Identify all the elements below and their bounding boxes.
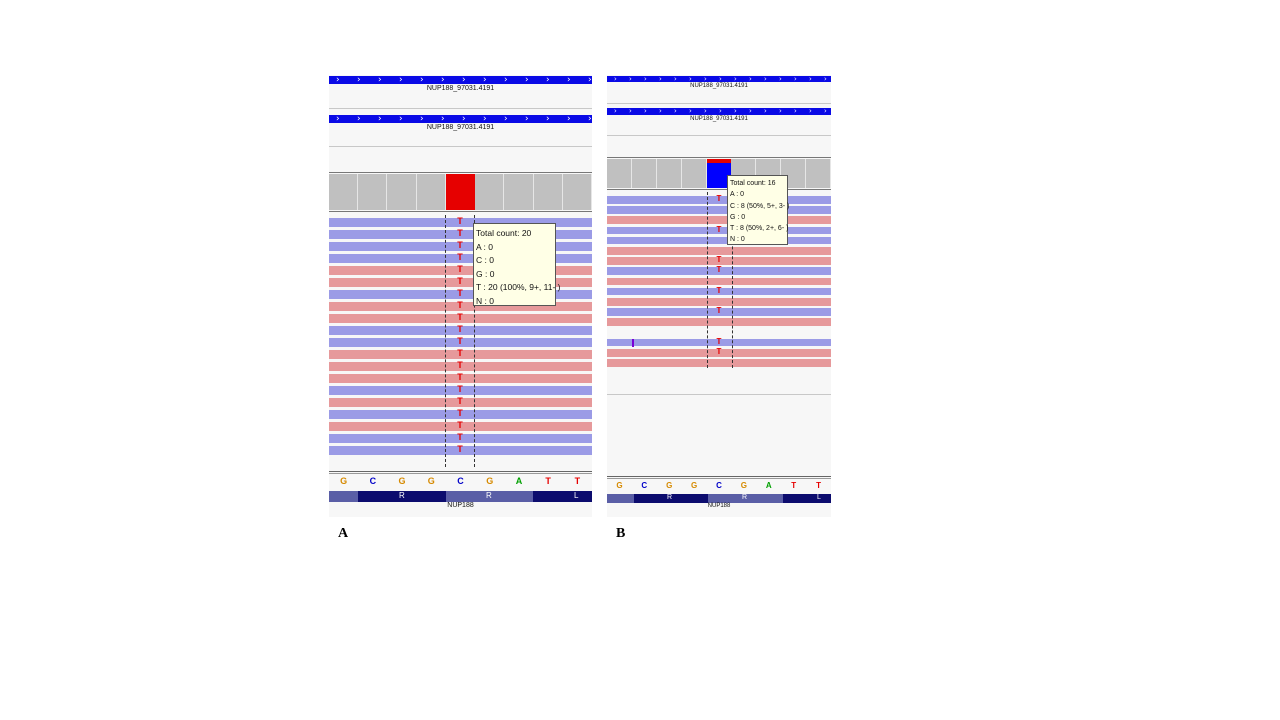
mismatch-base: T [457,264,463,274]
reference-base: A [515,476,523,486]
strand-arrow-icon: › [704,107,707,115]
strand-arrow-icon: › [779,75,782,83]
track-separator [607,135,831,136]
strand-arrow-icon: › [441,75,445,85]
mismatch-base: T [716,336,722,346]
mismatch-base: T [457,444,463,454]
exon-segment [329,491,358,502]
strand-arrow-icon: › [567,75,571,85]
strand-arrow-icon: › [378,114,382,124]
gene-name: NUP188 [707,503,731,509]
track-bar-2[interactable] [329,115,592,123]
track-name-1: NUP188_97031.4191 [690,83,748,89]
coverage-bar[interactable] [358,174,387,210]
coverage-bar[interactable] [682,159,707,188]
strand-arrow-icon: › [567,114,571,124]
tooltip-g: G : 0 [476,268,495,279]
strand-arrow-icon: › [336,75,340,85]
mismatch-base: T [716,194,722,203]
mismatch-base: T [457,312,463,322]
strand-arrow-icon: › [462,75,466,85]
reads-bottom-border [607,394,831,395]
amino-acid-label: L [574,491,579,500]
strand-arrow-icon: › [629,107,632,115]
strand-arrow-icon: › [734,107,737,115]
mismatch-base: T [716,224,722,234]
strand-arrow-icon: › [504,75,508,85]
coverage-top-border [329,172,592,173]
strand-arrow-icon: › [719,107,722,115]
coverage-bar[interactable] [657,159,682,188]
coverage-bar[interactable] [607,159,632,188]
reverse-read[interactable] [607,278,831,286]
strand-arrow-icon: › [734,75,737,83]
strand-arrow-icon: › [378,75,382,85]
reverse-read[interactable] [607,247,831,255]
strand-arrow-icon: › [749,75,752,83]
mismatch-base: T [457,336,463,346]
strand-arrow-icon: › [357,114,361,124]
reference-base: C [369,476,377,486]
gene-track[interactable] [607,494,831,503]
track-name-2: NUP188_97031.4191 [690,116,748,122]
reference-base: G [486,476,494,486]
strand-arrow-icon: › [441,114,445,124]
mismatch-base: T [716,306,722,316]
sequence-top-border [329,471,592,472]
mismatch-base: T [716,285,722,295]
coverage-bar[interactable] [504,174,533,210]
reverse-read[interactable] [607,359,831,367]
coverage-bar-mismatch[interactable] [446,174,475,210]
strand-arrow-icon: › [749,107,752,115]
strand-arrow-icon: › [614,107,617,115]
mismatch-base: T [457,276,463,286]
sequence-top-border-2 [329,473,592,474]
reference-base: T [545,476,551,486]
strand-arrow-icon: › [764,107,767,115]
reference-base: T [791,481,797,490]
position-guide-left [445,215,446,467]
coverage-bar[interactable] [534,174,563,210]
reference-sequence[interactable] [329,476,592,488]
sequence-top-border [607,476,831,477]
reverse-read[interactable] [607,216,831,224]
strand-arrow-icon: › [399,114,403,124]
reference-base: T [574,476,581,486]
tooltip-t: T : 8 (50%, 2+, 6- ) [730,225,789,233]
tooltip-total: Total count: 16 [730,180,776,187]
mismatch-base: T [457,300,463,310]
mismatch-base: T [457,384,463,394]
strand-arrow-icon: › [614,75,617,83]
reference-base: G [427,476,435,486]
mismatch-base: T [457,432,463,442]
strand-arrow-icon: › [764,75,767,83]
coverage-top-border [607,157,831,158]
mismatch-base: T [716,347,722,356]
strand-arrow-icon: › [588,114,592,124]
reference-base: G [740,481,747,490]
strand-arrow-icon: › [483,114,487,124]
tooltip-total: Total count: 20 [476,228,532,238]
reference-base: C [641,481,648,490]
forward-read[interactable] [607,237,831,245]
strand-arrow-icon: › [794,75,797,83]
strand-arrow-icon: › [420,114,424,124]
track-name-1: NUP188_97031.4191 [426,85,495,92]
strand-arrow-icon: › [719,75,722,83]
track-bar-1[interactable] [329,76,592,84]
coverage-track[interactable] [329,174,592,210]
reference-base: A [765,481,772,490]
strand-arrow-icon: › [462,114,466,124]
tooltip-c: C : 0 [476,255,494,266]
coverage-tooltip [473,223,561,306]
coverage-track[interactable] [607,159,831,188]
strand-arrow-icon: › [824,107,827,115]
track-separator [329,146,592,147]
coverage-bar[interactable] [387,174,416,210]
strand-arrow-icon: › [689,75,692,83]
strand-arrow-icon: › [588,75,592,85]
panel-b [607,75,831,517]
tooltip-a: A : 0 [730,191,745,199]
reference-base: C [716,481,722,490]
mismatch-base: T [457,288,463,298]
mismatch-base: T [457,360,463,370]
insertion-marker[interactable] [632,339,634,347]
track-separator [329,108,592,109]
tooltip-a: A : 0 [476,241,494,252]
panel-label-b: B [616,526,626,541]
strand-arrow-icon: › [644,75,647,83]
strand-arrow-icon: › [399,75,403,85]
strand-arrow-icon: › [689,107,692,115]
amino-acid-label: R [667,494,673,501]
mismatch-base: T [457,228,463,238]
reference-sequence[interactable] [607,481,831,492]
exon-segment [607,494,634,503]
mismatch-base: T [457,252,463,262]
tooltip-g: G : 0 [730,213,746,221]
mismatch-base: T [457,408,463,418]
coverage-bottom-border [607,189,831,190]
strand-arrow-icon: › [659,75,662,83]
track-separator [607,103,831,104]
amino-acid-label: R [742,494,748,501]
reverse-read[interactable] [607,318,831,326]
strand-arrow-icon: › [420,75,424,85]
reference-base: G [616,481,623,490]
strand-arrow-icon: › [525,114,529,124]
mismatch-base: T [457,420,463,430]
sequence-top-border-2 [607,478,831,479]
forward-read[interactable] [607,206,831,214]
reference-base: G [340,476,348,486]
track-name-2: NUP188_97031.4191 [426,124,495,131]
strand-arrow-icon: › [659,107,662,115]
mismatch-base: T [457,324,463,334]
mismatch-base: T [457,240,463,250]
mismatch-base: T [457,348,463,358]
strand-arrow-icon: › [779,107,782,115]
mismatch-base: T [457,216,463,226]
strand-arrow-icon: › [794,107,797,115]
coverage-bar[interactable] [417,174,446,210]
strand-arrow-icon: › [644,107,647,115]
strand-arrow-icon: › [809,107,812,115]
strand-arrow-icon: › [629,75,632,83]
mismatch-base: T [457,396,463,406]
mismatch-base: T [716,255,722,265]
amino-acid-label: L [817,494,821,501]
strand-arrow-icon: › [357,75,361,85]
gene-track[interactable] [329,491,592,502]
reference-base: G [690,481,698,490]
mismatch-base: T [457,372,463,382]
strand-arrow-icon: › [546,114,550,124]
strand-arrow-icon: › [809,75,812,83]
position-guide-left [707,192,708,368]
strand-arrow-icon: › [674,107,677,115]
track-bar-1[interactable] [607,76,831,82]
amino-acid-label: R [486,491,492,500]
tooltip-c: C : 8 (50%, 5+, 3- ) [730,202,790,210]
coverage-bar[interactable] [806,159,831,188]
amino-acid-label: R [399,491,405,500]
coverage-bar[interactable] [563,174,592,210]
coverage-bar[interactable] [329,174,358,210]
tooltip-n: N : 0 [476,295,494,306]
strand-arrow-icon: › [483,75,487,85]
reverse-read[interactable] [607,298,831,306]
tooltip-t: T : 20 (100%, 9+, 11- ) [476,282,561,293]
strand-arrow-icon: › [674,75,677,83]
reference-base: G [666,481,673,490]
strand-arrow-icon: › [704,75,707,83]
mismatch-base: T [716,265,722,275]
strand-arrow-icon: › [824,75,827,83]
strand-arrow-icon: › [546,75,550,85]
panel-label-a: A [338,526,349,541]
reference-base: G [398,476,406,486]
reference-base: T [816,481,821,490]
track-bar-2[interactable] [607,108,831,115]
coverage-bar[interactable] [475,174,504,210]
tooltip-n: N : 0 [730,236,745,244]
reference-base: C [457,476,464,486]
coverage-tooltip [727,175,788,245]
coverage-bar[interactable] [632,159,657,188]
alignment-reads[interactable] [607,196,831,368]
strand-arrow-icon: › [336,114,340,124]
strand-arrow-icon: › [504,114,508,124]
gene-name: NUP188 [447,502,474,509]
coverage-bottom-border [329,211,592,212]
strand-arrow-icon: › [525,75,529,85]
panel-a [329,75,592,517]
